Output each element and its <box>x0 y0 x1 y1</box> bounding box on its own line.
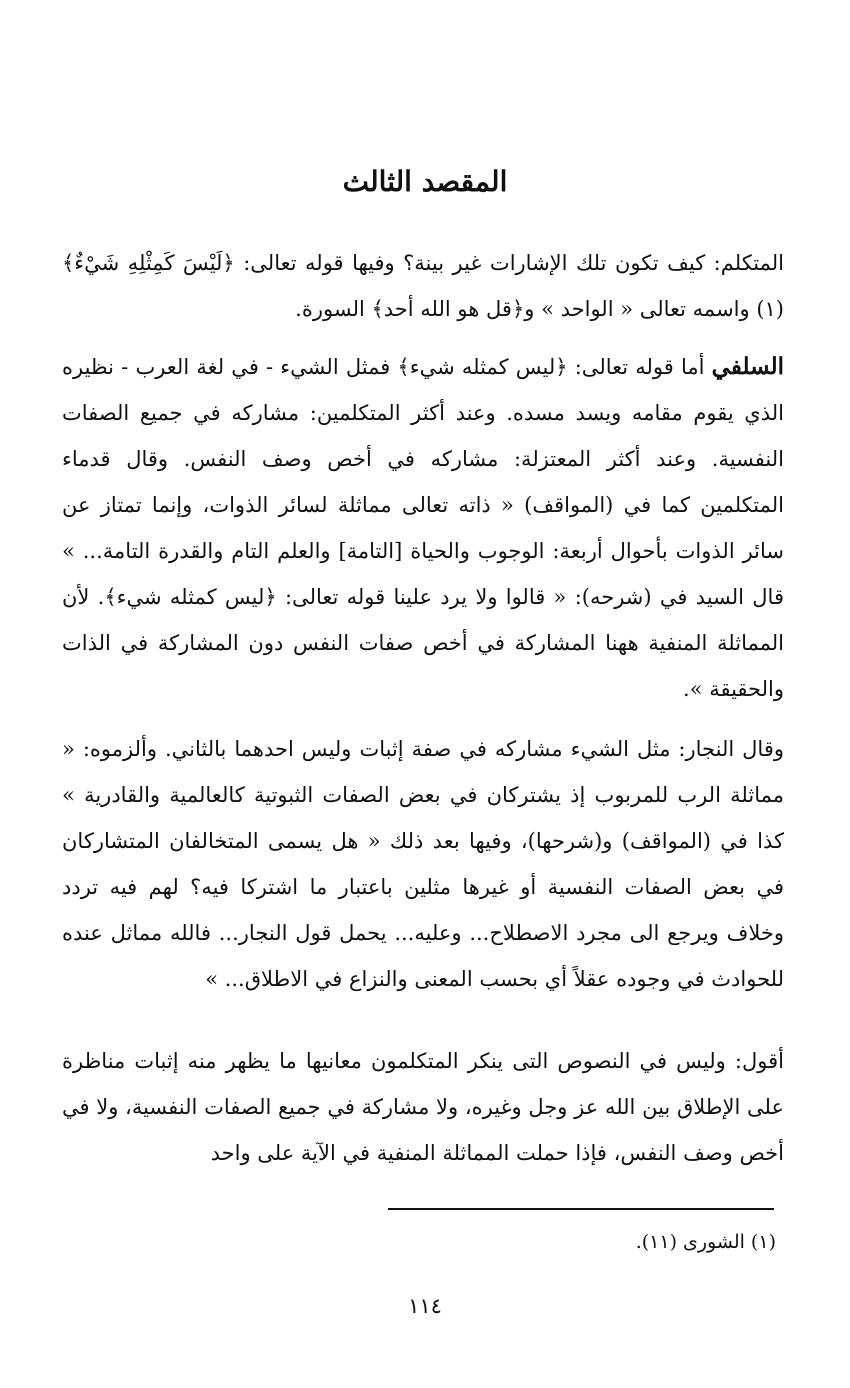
paragraph-text: وقال النجار: مثل الشيء مشاركه في صفة إثبات وليس احدهما بالثاني. وألزموه: « مماثلة الرب للمربوب إذ يشتركان في بعض الصفات الثبوتية كالعالمية والقادرية » كذا في (المواقف) و(شرحها)، وفيها بعد ذلك « هل يسمى المتخالفان المتشاركان في بعض الصفات النفسية أو غيرها مثلين باعتبار ما اشتركا فيه؟ لهم فيه تردد وخلاف ويرجع الى مجرد الاصطلاح... وعليه... يحمل قول النجار... فالله مماثل عنده للحوادث في وجوده عقلاً أي بحسب المعنى والنزاع في الاطلاق... » <box>62 737 784 991</box>
section-title: المقصد الثالث <box>342 165 508 198</box>
paragraph-text: أقول: وليس في النصوص التى ينكر المتكلمون معانيها ما يظهر منه إثبات مناظرة على الإطلاق بين الله عز وجل وغيره، ولا مشاركة في جميع الصفات النفسية، ولا في أخص وصف النفس، فإذا حملت المماثلة المنفية في الآية على واحد <box>62 1049 784 1165</box>
paragraph-najjar-quote <box>62 726 784 1002</box>
footnote: (١) الشورى (١١). <box>635 1231 776 1253</box>
speaker-label: السلفي <box>711 353 784 380</box>
page-number: ١١٤ <box>408 1294 442 1318</box>
paragraph-text: المتكلم: كيف تكون تلك الإشارات غير بينة؟ وفيها قوله تعالى: ﴿لَيْسَ كَمِثْلِهِ شَيْءٌ﴾ (١) واسمه تعالى « الواحد » و﴿قل هو الله أحد﴾ السورة. <box>62 251 784 321</box>
footnote-divider <box>388 1208 774 1210</box>
paragraph-salafi-answer <box>62 344 784 712</box>
paragraph-author-comment <box>62 1038 784 1176</box>
paragraph-mutakallim-question <box>62 240 784 332</box>
paragraph-text: أما قوله تعالى: ﴿ليس كمثله شيء﴾ فمثل الشيء - في لغة العرب - نظيره الذي يقوم مقامه ويسد مسده. وعند أكثر المتكلمين: مشاركه في جميع الصفات النفسية. وعند أكثر المعتزلة: مشاركه في أخص وصف النفس. وقال قدماء المتكلمين كما في (المواقف) « ذاته تعالى مماثلة لسائر الذوات، وإنما تمتاز عن سائر الذوات بأحوال أربعة: الوجوب والحياة [التامة] والعلم التام والقدرة التامة... » قال السيد في (شرحه): « قالوا ولا يرد علينا قوله تعالى: ﴿ليس كمثله شيء﴾. لأن المماثلة المنفية ههنا المشاركة في أخص صفات النفس دون المشاركة في الذات والحقيقة ». <box>62 355 784 701</box>
